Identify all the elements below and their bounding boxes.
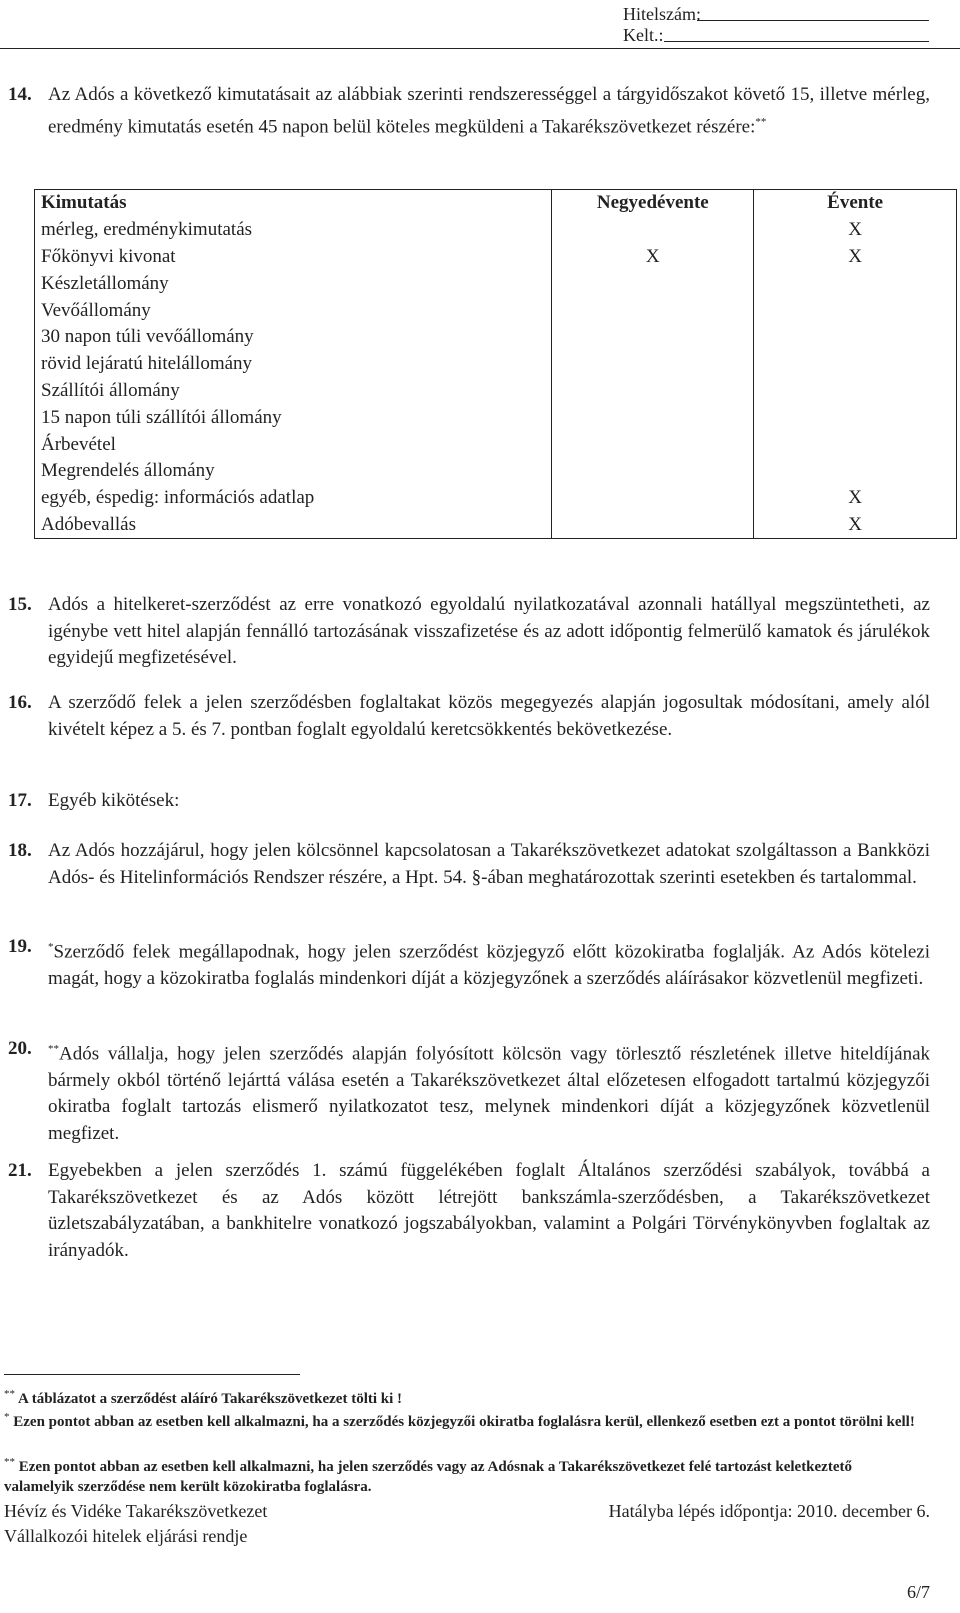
table-cell-label: Főkönyvi kivonat xyxy=(35,244,552,271)
table-row xyxy=(35,324,957,351)
table-row xyxy=(35,512,957,539)
table-cell-label: egyéb, éspedig: információs adatlap xyxy=(35,485,552,512)
footer-effective-date: Hatályba lépés időpontja: 2010. december 6. xyxy=(608,1501,930,1521)
section-text: Egyéb kikötések: xyxy=(48,790,180,811)
table-header-row xyxy=(35,190,957,217)
table-cell-yearly xyxy=(754,270,957,297)
loan-number-label: Hitelszám: xyxy=(623,4,701,24)
footnote-1 xyxy=(4,1384,920,1409)
table-cell-quarterly xyxy=(552,217,754,244)
footnote-text: A táblázatot a szerződést aláíró Takarékszövetkezet tölti ki ! xyxy=(17,1391,403,1407)
section-14 xyxy=(8,82,930,140)
section-number: 14. xyxy=(8,84,32,105)
section-21 xyxy=(8,1158,930,1264)
table-cell-label: rövid lejáratú hitelállomány xyxy=(35,351,552,378)
section-16 xyxy=(8,690,930,743)
table-cell-label: Készletállomány xyxy=(35,270,552,297)
table-cell-yearly: X xyxy=(754,512,957,539)
table-cell-label: mérleg, eredménykimutatás xyxy=(35,217,552,244)
table-row xyxy=(35,485,957,512)
table-cell-yearly: X xyxy=(754,217,957,244)
section-text: A szerződő felek a jelen szerződésben foglaltakat közös megegyezés alapján jogosultak módosítani, amely alól kivételt képez a 5. és 7. pontban foglalt egyoldalú keretcsökkentés bekövetkezése. xyxy=(48,692,930,740)
footnote-mark: ** xyxy=(4,1388,15,1400)
table-cell-quarterly xyxy=(552,404,754,431)
table-cell-yearly xyxy=(754,404,957,431)
section-number: 20. xyxy=(8,1038,32,1059)
table-cell-yearly: X xyxy=(754,485,957,512)
section-20 xyxy=(8,1036,930,1147)
footnote-text: Ezen pontot abban az esetben kell alkalmazni, ha a szerződés közjegyzői okiratba foglalásra kerül, ellenkező esetben ezt a pontot törölni kell! xyxy=(13,1414,915,1430)
table-cell-label: Megrendelés állomány xyxy=(35,458,552,485)
section-text: Az Adós hozzájárul, hogy jelen kölcsönnel kapcsolatosan a Takarékszövetkezet adatokat szolgáltasson a Bankközi Adós- és Hitelinformációs Rendszer részére, a Hpt. 54. §-ában meghatározottak szerinti esetekben és tartalommal. xyxy=(48,840,930,888)
table-row xyxy=(35,351,957,378)
table-cell-quarterly xyxy=(552,485,754,512)
table-cell-quarterly xyxy=(552,297,754,324)
loan-number-line xyxy=(697,20,929,21)
table-cell-label: Vevőállomány xyxy=(35,297,552,324)
footnote-separator xyxy=(4,1374,300,1375)
table-cell-quarterly xyxy=(552,378,754,405)
page-number: 6/7 xyxy=(906,1582,930,1602)
section-15 xyxy=(8,592,930,672)
section-number: 16. xyxy=(8,692,32,713)
section-18 xyxy=(8,838,930,891)
footnote-ref: ** xyxy=(755,115,767,128)
table-row xyxy=(35,458,957,485)
table-row xyxy=(35,378,957,405)
table-row xyxy=(35,244,957,271)
section-text: Szerződő felek megállapodnak, hogy jelen szerződést közjegyző előtt közokiratba foglalják. Az Adós kötelezi magát, hogy a közokiratba foglalás mindenkori díját a közjegyzőnek a szerződés aláírásakor közvetlenül megfizeti. xyxy=(48,941,930,989)
table-header-cell: Negyedévente xyxy=(552,190,754,217)
header-divider xyxy=(0,48,960,49)
footnote-ref: * xyxy=(48,941,54,953)
table-cell-label: Árbevétel xyxy=(35,431,552,458)
table-header-cell: Évente xyxy=(754,190,957,217)
date-line xyxy=(664,41,929,42)
table-cell-quarterly xyxy=(552,351,754,378)
table-cell-label: Szállítói állomány xyxy=(35,378,552,405)
section-number: 21. xyxy=(8,1160,32,1181)
table-cell-yearly xyxy=(754,297,957,324)
section-text: Az Adós a következő kimutatásait az alábbiak szerinti rendszerességgel a tárgyidőszakot követő 15, illetve mérleg, eredmény kimutatás esetén 45 napon belül köteles megküldeni a Takarékszövetkezet részére: xyxy=(48,84,930,137)
table-cell-label: 15 napon túli szállítói állomány xyxy=(35,404,552,431)
table-cell-label: 30 napon túli vevőállomány xyxy=(35,324,552,351)
table-cell-quarterly: X xyxy=(552,244,754,271)
section-text: Adós a hitelkeret-szerződést az erre vonatkozó egyoldalú nyilatkozatával azonnali hatállyal megszüntetheti, az igénybe vett hitel alapján fennálló tartozásának visszafizetése és az adott időpontig felmerülő kamatok és járulékok egyidejű megfizetésével. xyxy=(48,594,930,668)
table-cell-quarterly xyxy=(552,270,754,297)
date-label: Kelt.: xyxy=(623,25,664,45)
table-cell-quarterly xyxy=(552,324,754,351)
footnote-2 xyxy=(4,1407,920,1432)
table-cell-yearly xyxy=(754,351,957,378)
table-cell-yearly: X xyxy=(754,244,957,271)
footer-doc: Vállalkozói hitelek eljárási rendje xyxy=(4,1526,248,1546)
table-row xyxy=(35,217,957,244)
section-number: 18. xyxy=(8,840,32,861)
reporting-table xyxy=(34,189,957,539)
table-cell-quarterly xyxy=(552,431,754,458)
section-19 xyxy=(8,934,930,992)
footnote-3 xyxy=(4,1452,920,1497)
section-number: 15. xyxy=(8,594,32,615)
table-cell-yearly xyxy=(754,458,957,485)
table-row xyxy=(35,404,957,431)
section-number: 17. xyxy=(8,790,32,811)
footnote-text: Ezen pontot abban az esetben kell alkalmazni, ha jelen szerződés vagy az Adósnak a Takarékszövetkezet felé tartozást keletkeztető valamelyik szerződése nem került közokiratba foglalásra. xyxy=(4,1459,852,1495)
section-text: Egyebekben a jelen szerződés 1. számú függelékében foglalt Általános szerződési szabályok, továbbá a Takarékszövetkezet és az Adós között létrejött bankszámla-szerződésben, a Takarékszövetkezet üzletszabályzatában, a bankhitelre vonatkozó jogszabályokban, valamint a Polgári Törvénykönyvben foglaltak az irányadók. xyxy=(48,1160,930,1261)
footnote-mark: * xyxy=(4,1411,10,1423)
footer-org: Hévíz és Vidéke Takarékszövetkezet xyxy=(4,1501,268,1521)
section-number: 19. xyxy=(8,936,32,957)
table-cell-label: Adóbevallás xyxy=(35,512,552,539)
table-row xyxy=(35,431,957,458)
table-cell-quarterly xyxy=(552,458,754,485)
table-row xyxy=(35,270,957,297)
section-text: Adós vállalja, hogy jelen szerződés alapján folyósított kölcsön vagy törlesztő részletének illetve hiteldíjának bármely okból történő lejárttá válása esetén a Takarékszövetkezet által előzetesen elfogadott tartalmú közjegyzői okiratba foglalt tartozás elismerő nyilatkozatot tesz, melynek mindenkori díját a közjegyzőnek közvetlenül megfizet. xyxy=(48,1043,930,1144)
table-cell-yearly xyxy=(754,431,957,458)
table-cell-yearly xyxy=(754,324,957,351)
section-17 xyxy=(8,788,930,815)
footnote-ref: ** xyxy=(48,1043,59,1055)
footnote-mark: ** xyxy=(4,1456,15,1468)
table-cell-quarterly xyxy=(552,512,754,539)
table-cell-yearly xyxy=(754,378,957,405)
table-row xyxy=(35,297,957,324)
table-header-cell: Kimutatás xyxy=(35,190,552,217)
